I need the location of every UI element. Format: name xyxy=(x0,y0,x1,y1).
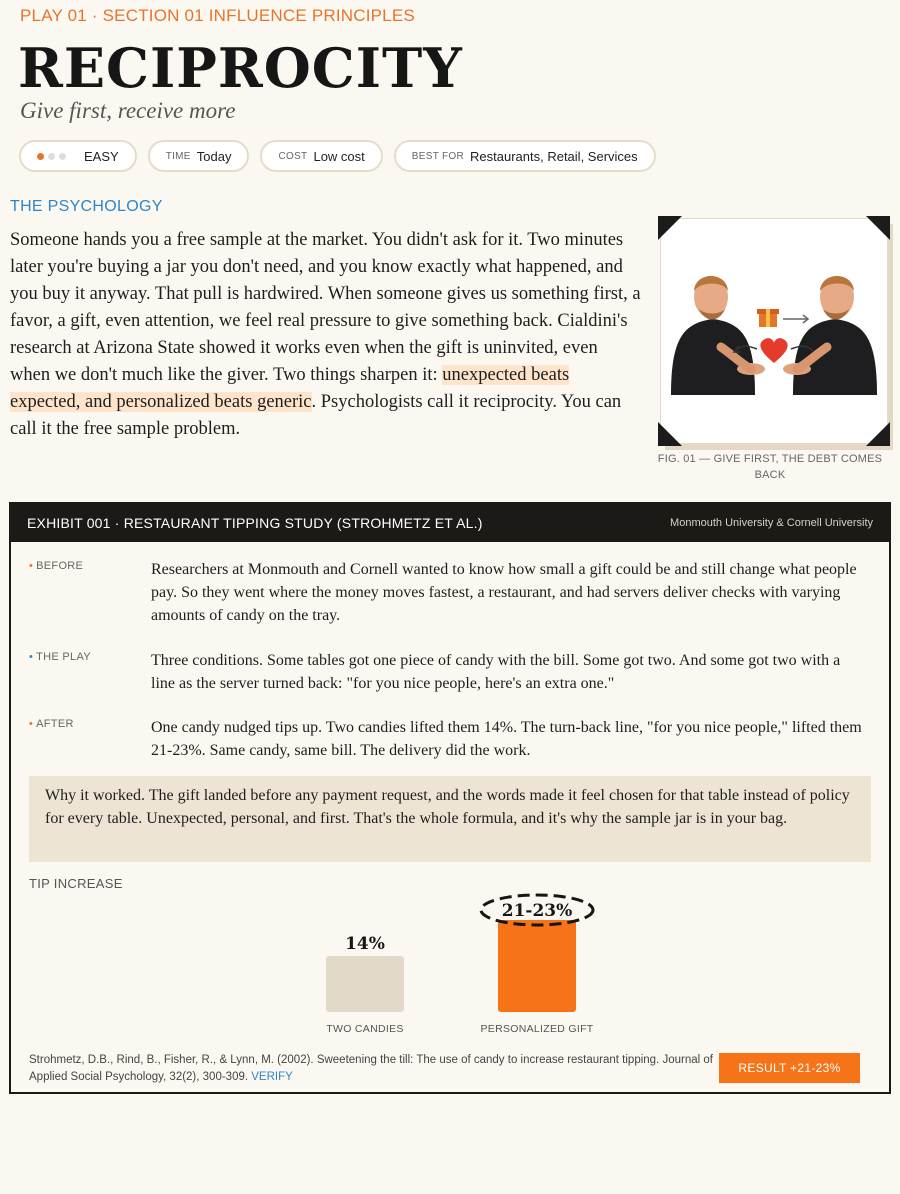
psychology-text-end: . Psychologists call it reciprocity. You can call it the free sample problem. xyxy=(10,392,622,439)
chart-title: TIP INCREASE xyxy=(29,876,123,891)
best-for-label: BEST FOR xyxy=(411,150,465,162)
exhibit-header xyxy=(11,504,889,542)
play-text: Three conditions. Some tables got one piece of candy with the bill. Some got two. And some got two with a line as the server turned back: "for you nice people, here's an extra one." xyxy=(151,652,841,692)
row-label: • AFTER xyxy=(29,718,74,730)
exhibit-panel xyxy=(9,502,891,1094)
chart-data-label: 14% xyxy=(345,934,385,954)
section-label: THE PSYCHOLOGY xyxy=(10,198,163,215)
citation-text: Strohmetz, D.B., Rind, B., Fisher, R., & Lynn, M. (2002). Sweetening the till: The use of candy to increase restaurant tipping. Journal of Applied Social Psychology, 32(2), 300-309. xyxy=(29,1054,713,1083)
psychology-paragraph xyxy=(10,227,642,443)
time-label: TIME xyxy=(165,150,191,162)
row-label: • THE PLAY xyxy=(29,651,91,663)
chart-category-label: TWO CANDIES xyxy=(326,1023,404,1035)
difficulty-dots xyxy=(37,153,66,160)
chart-category-label: PERSONALIZED GIFT xyxy=(480,1023,594,1035)
psychology-text-start: Someone hands you a free sample at the market. You didn't ask for it. Two minutes later you're buying a jar you don't need, and you know exactly what happened, and you buy it anyway. That pull is hardwired. When someone gives us something first, a favor, a gift, even attention, we feel real pressure to give something back. Cialdini's research at Arizona State showed it works even when the gift is uninvited, even when we don't much like the giver. Two things sharpen it: xyxy=(10,230,641,385)
after-label: AFTER xyxy=(36,718,74,730)
chart-bar xyxy=(498,920,576,1012)
photo-corner xyxy=(866,216,890,240)
gift-icon xyxy=(757,309,779,327)
cost-pill xyxy=(260,140,382,172)
page-subtitle: Give first, receive more xyxy=(20,98,236,123)
row-label: • BEFORE xyxy=(29,560,84,572)
exhibit-title: EXHIBIT 001 · RESTAURANT TIPPING STUDY (STROHMETZ ET AL.) xyxy=(27,515,483,531)
play-label: THE PLAY xyxy=(36,651,91,663)
result-badge: RESULT +21-23% xyxy=(719,1053,860,1083)
cost-value: Low cost xyxy=(313,148,365,164)
time-value: Today xyxy=(196,148,232,164)
illustration xyxy=(661,219,887,443)
difficulty-dot-filled xyxy=(37,153,44,160)
time-pill xyxy=(148,140,250,172)
chart-data-label: 21-23% xyxy=(501,901,573,921)
photo-corner xyxy=(658,216,682,240)
exhibit-source: Monmouth University & Cornell University xyxy=(670,517,873,529)
cost-label: COST xyxy=(278,150,308,162)
figure-photo xyxy=(660,218,888,444)
photo-corner xyxy=(658,422,682,446)
best-for-pill xyxy=(394,140,656,172)
verify-link[interactable]: VERIFY xyxy=(251,1071,293,1083)
why-it-worked-box: Why it worked. The gift landed before any payment request, and the words made it feel chosen for that table instead of policy for every table. Unexpected, personal, and first. That's the whole formula, and it's why the sample jar is in your bag. xyxy=(29,776,871,862)
figure-caption: FIG. 01 — GIVE FIRST, THE DEBT COMES BACK xyxy=(657,453,883,481)
citation xyxy=(29,1052,729,1086)
chart-bar xyxy=(326,956,404,1012)
before-text: Researchers at Monmouth and Cornell wanted to know how small a gift could be and still change what people pay. So they went where the money moves fastest, a restaurant, and had servers deliver checks with varying amounts of candy on the tray. xyxy=(151,561,857,624)
difficulty-pill xyxy=(19,140,137,172)
after-text: One candy nudged tips up. Two candies lifted them 14%. The turn-back line, "for you nice people," lifted them 21-23%. Same candy, same bill. The delivery did the work. xyxy=(151,719,862,759)
before-label: BEFORE xyxy=(36,560,84,572)
difficulty-dot-empty xyxy=(59,153,66,160)
highlighted-phrase: unexpected beats expected, and personalized beats generic xyxy=(10,365,570,412)
kicker: PLAY 01 · SECTION 01 INFLUENCE PRINCIPLES xyxy=(20,6,415,25)
difficulty-dot-empty xyxy=(48,153,55,160)
tip-increase-chart xyxy=(11,892,889,1042)
page-title: RECIPROCITY xyxy=(18,36,463,100)
photo-corner xyxy=(866,422,890,446)
best-for-value: Restaurants, Retail, Services xyxy=(470,148,638,164)
difficulty-value: EASY xyxy=(84,148,119,164)
meta-pills xyxy=(19,140,656,172)
